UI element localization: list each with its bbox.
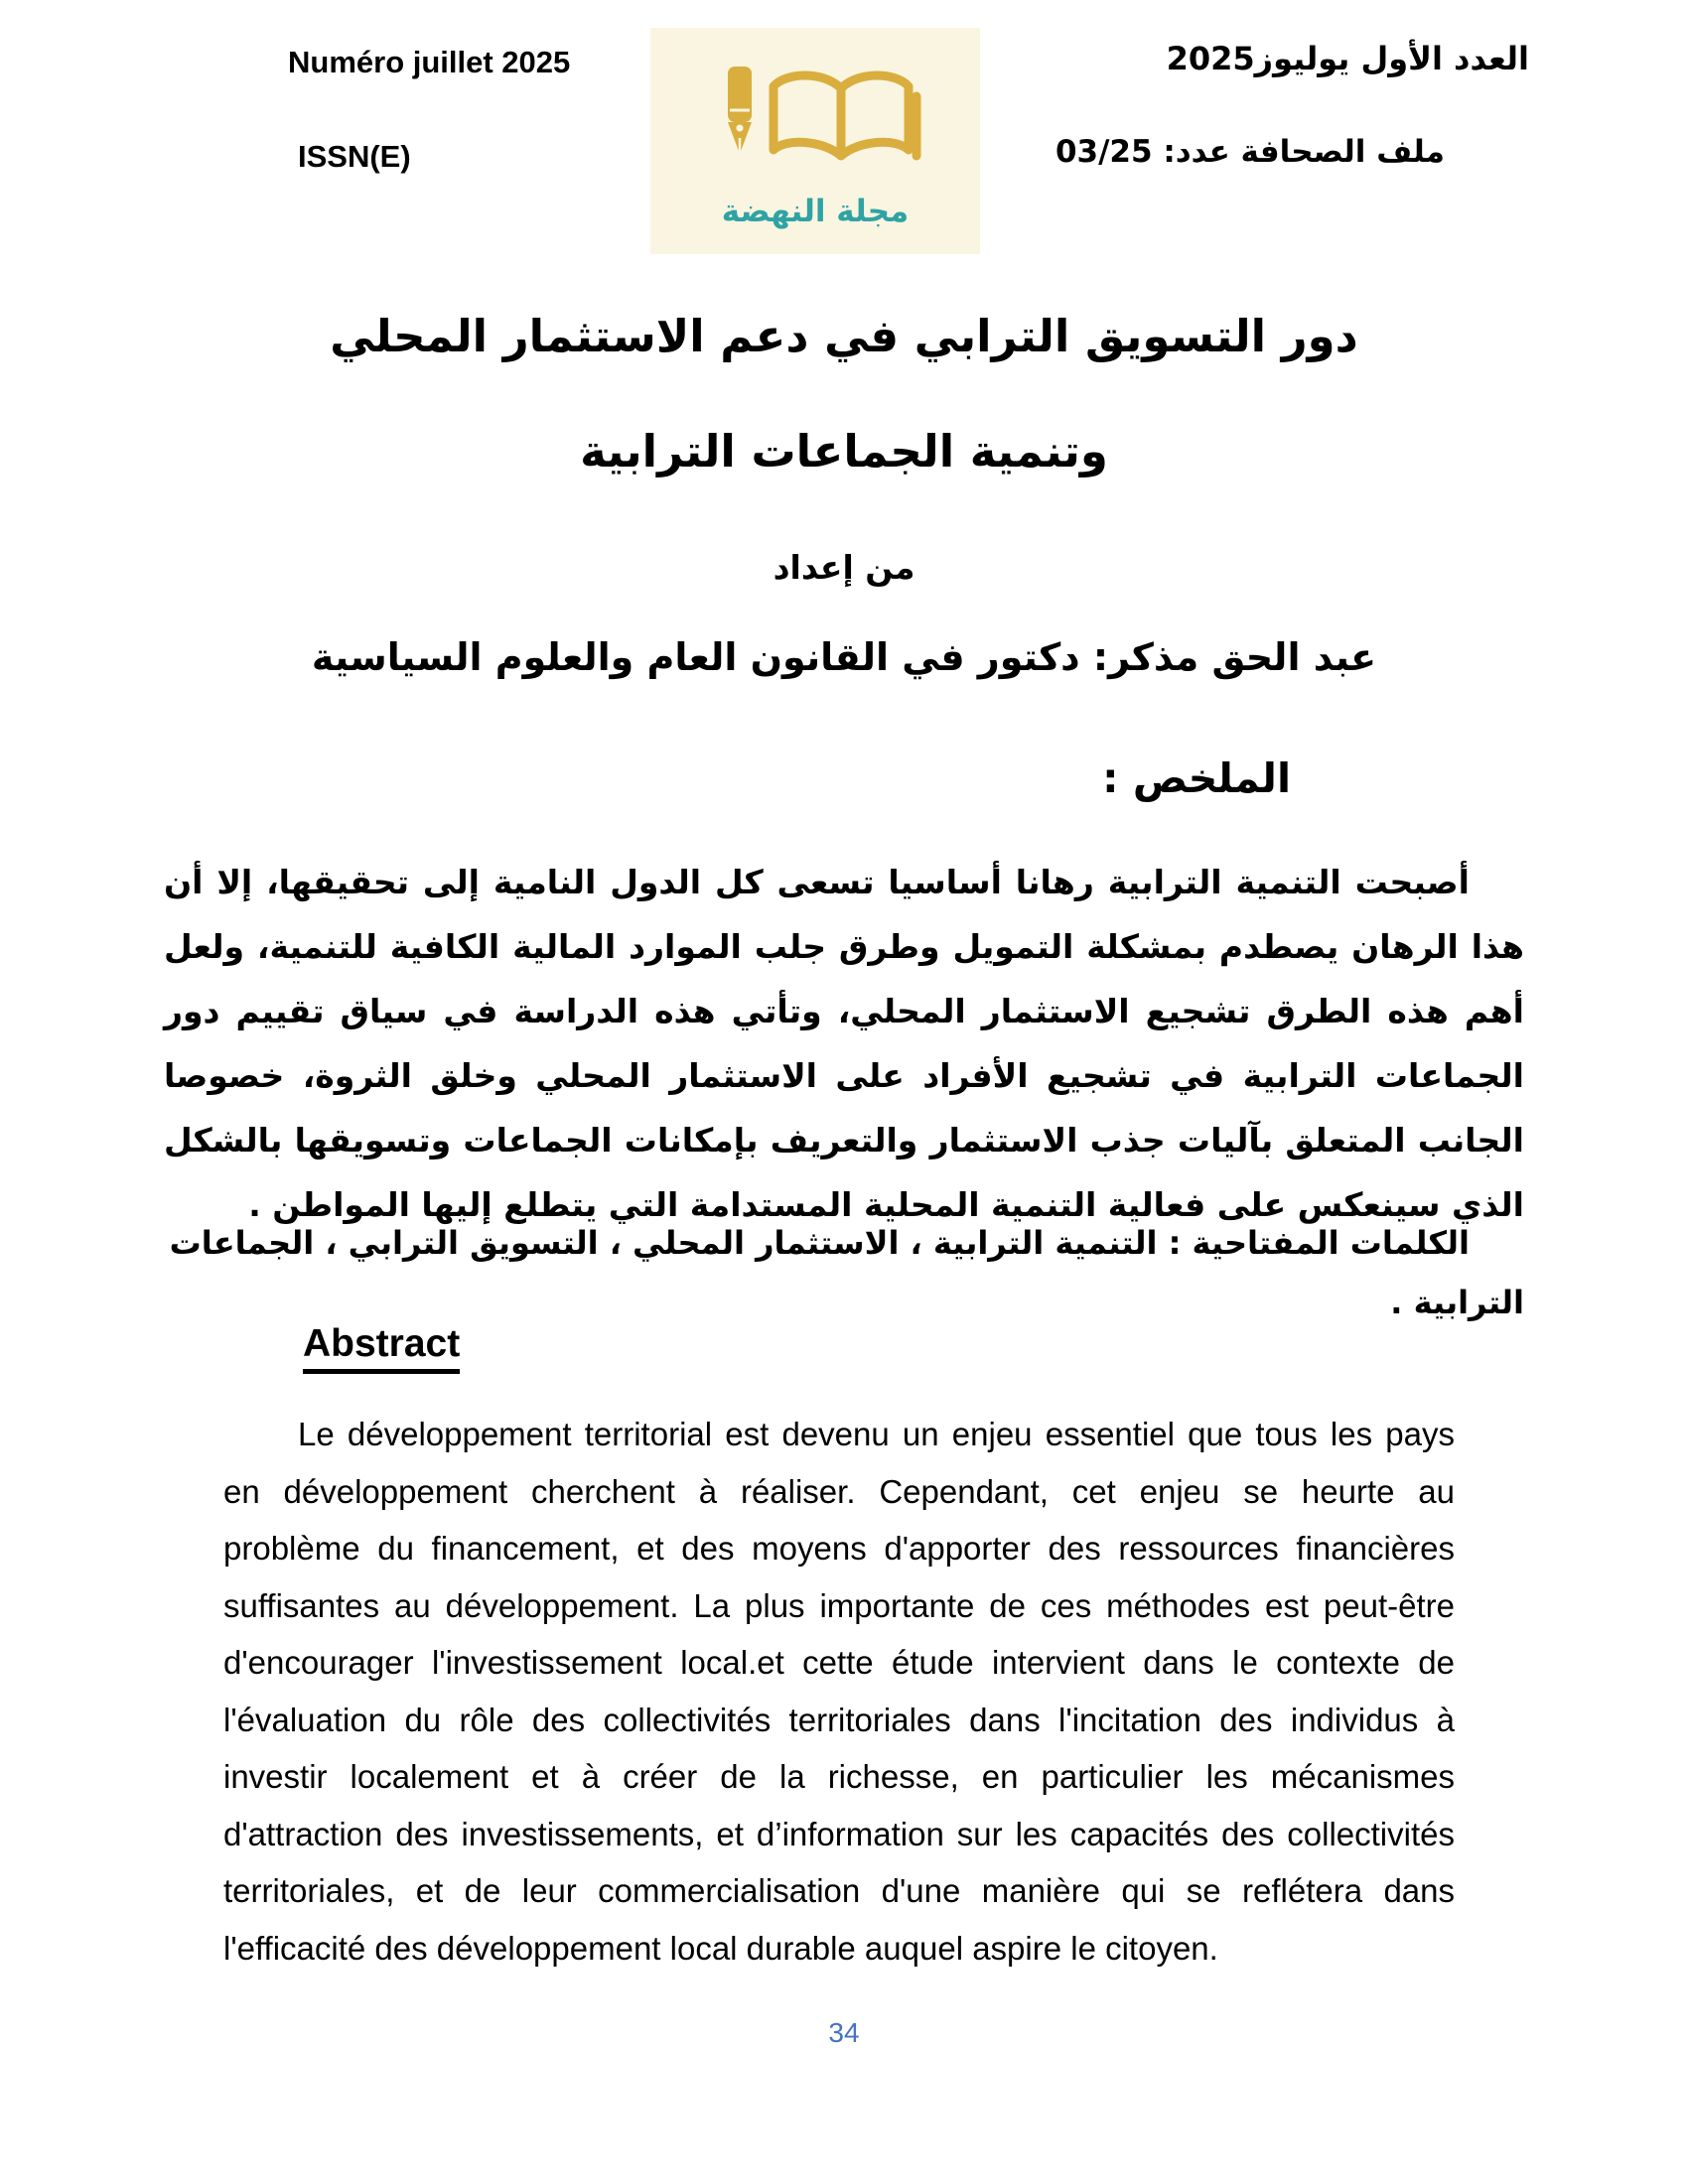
author-name: عبد الحق مذكر: دكتور في القانون العام والعلوم السياسية bbox=[311, 635, 1377, 679]
issn-label: ISSN(E) bbox=[298, 139, 411, 174]
abstract-ar-heading: الملخص : bbox=[1102, 754, 1291, 802]
abstract-ar-body: أصبحت التنمية الترابية رهانا أساسيا تسعى كل الدول النامية إلى تحقيقها، إلا أن هذا الرهان يصطدم بمشكلة التمويل وطرق جلب الموارد المالية الكافية للتنمية، ولعل أهم هذه الطرق تشجيع الاستثمار المحلي، وتأتي هذه الدراسة في سياق تقييم دور الجماعات الترابية في تشجيع الأفراد على الاستثمار المحلي وخلق الثروة، خصوصا الجانب المتعلق بآليات جذب الاستثمار والتعريف بإمكانات الجماعات وتسويقها بالشكل الذي سينعكس على فعالية التنمية المحلية المستدامة التي يتطلع إليها المواطن . bbox=[164, 863, 1524, 1224]
journal-logo-graphic bbox=[696, 53, 934, 192]
keywords-label: الكلمات المفتاحية : bbox=[1168, 1224, 1470, 1262]
abstract-en-body: Le développement territorial est devenu un enjeu essentiel que tous les pays en développement cherchent à réaliser. Cependant, cet enjeu se heurte au problème du financement, et des moyens d'apporter des ressources financières suffisantes au développement. La plus importante de ces méthodes est peut-être d'encourager l'investissement local.et cette étude intervient dans le contexte de l'évaluation du rôle des collectivités territoriales dans l'incitation des individus à investir localement et à créer de la richesse, en particulier les mécanismes d'attraction des investissements, et d’information sur les capacités des collectivités territoriales, et de leur commercialisation d'une manière qui se reflétera dans l'efficacité des développement local durable auquel aspire le citoyen. bbox=[223, 1416, 1455, 1967]
pen-icon bbox=[728, 67, 752, 154]
press-file-number: ملف الصحافة عدد: 03/25 bbox=[1055, 134, 1445, 170]
journal-logo bbox=[650, 28, 980, 254]
open-book-icon bbox=[774, 75, 916, 156]
keywords-line bbox=[154, 1213, 1524, 1332]
issue-label-ar: العدد الأول يوليوز2025 bbox=[1166, 40, 1529, 77]
byline: من إعداد bbox=[773, 548, 915, 587]
abstract-en-heading-text: Abstract bbox=[303, 1322, 460, 1374]
keywords-list: التنمية الترابية ، الاستثمار المحلي ، التسويق الترابي ، الجماعات الترابية . bbox=[169, 1224, 1524, 1321]
article-title-line2: وتنمية الجماعات الترابية bbox=[580, 425, 1108, 478]
journal-name: مجلة النهضة bbox=[721, 194, 910, 229]
issue-label-fr: Numéro juillet 2025 bbox=[288, 45, 571, 79]
abstract-en-heading bbox=[303, 1322, 460, 1374]
page-number: 34 bbox=[828, 2017, 860, 2048]
article-title-line1: دور التسويق الترابي في دعم الاستثمار المحلي bbox=[330, 310, 1358, 362]
